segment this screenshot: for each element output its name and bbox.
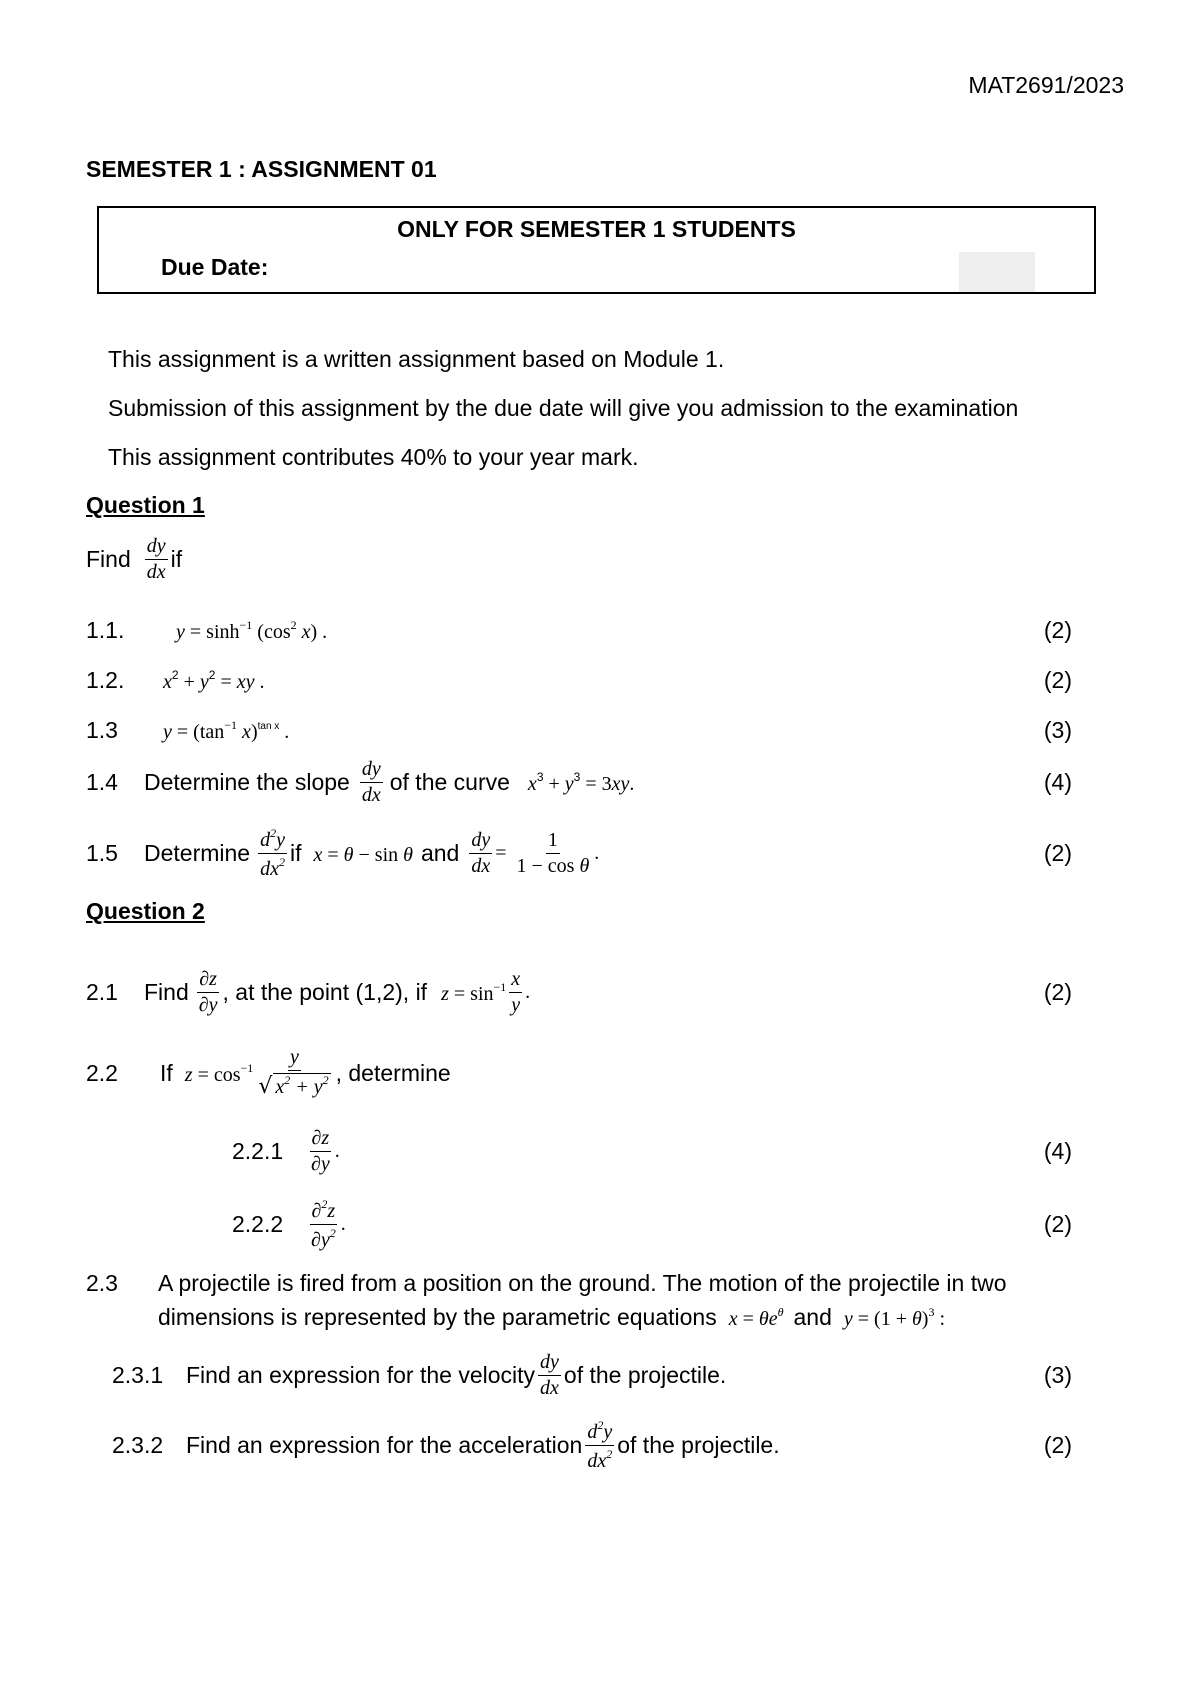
marks: (2) [1043,1210,1072,1237]
question-item-1-5 [0,826,1200,880]
item-number: 2.3.2 [112,1431,164,1458]
find-label: Find [86,546,131,572]
item-text: If [160,1059,173,1086]
marks: (4) [1043,1137,1072,1164]
item-text: of the projectile. [563,1361,727,1388]
item-text: A projectile is fired from a position on the ground. The motion of the projectile in two [158,1270,1007,1296]
item-content: $\frac{\partial z}{\partial y}$ . [311,1126,340,1175]
question-item-2-2 [0,1046,1200,1100]
equation: $y = \sinh^{-1} (\cos^2$ x) . [176,617,328,643]
dy-dx-fraction: $\frac{dy}{dx}$ [540,1350,559,1399]
item-number: 2.2 [86,1059,118,1086]
intro-line: This assignment is a written assignment based on Module 1. [108,346,725,372]
item-number: 1.4 [86,768,118,795]
document-code: MAT2691/2023 [968,72,1124,98]
item-content: $\frac{\partial^2z}{\partial y^2}$ . [311,1196,346,1251]
marks: (2) [1043,1431,1072,1458]
marks: (3) [1043,1361,1072,1388]
if-label: if [170,546,183,572]
item-text: Determine the slope [144,768,350,795]
question-item-1-3 [0,703,1200,757]
item-number: 2.3 [86,1270,118,1296]
intro-line: This assignment contributes 40% to your year mark. [108,444,639,470]
question-1-heading: Question 1 [86,492,205,518]
intro-line: Submission of this assignment by the due date will give you admission to the examination [108,395,1019,421]
item-number: 2.3.1 [112,1361,164,1388]
equation: $x = \theta e^\theta$ [728,1305,784,1330]
question-item-2-3-1 [0,1348,1200,1402]
item-text: , at the point (1,2), if [222,978,428,1005]
item-content: Find $\frac{\partial z}{\partial y}$ , at the point (1,2), if $z = \sin^{-1}$ $\frac{x}{y}$ . [144,967,531,1016]
equation: $y = (1 + \theta)^3$ : [843,1305,946,1330]
equation: $z = \sin^{-1}$ [441,979,507,1005]
item-number: 1.2. [86,666,125,693]
item-number: 1.3 [86,716,118,743]
dy-dx-fraction: $\frac{dy}{dx}$ [361,757,381,806]
item-content [144,759,634,806]
page-title: SEMESTER 1 : ASSIGNMENT 01 [86,156,437,182]
question-item-2-1 [0,965,1200,1019]
marks: (2) [1043,839,1072,866]
equation: $x^2 + y^2$ = xy . [163,667,265,693]
marks: (3) [1043,716,1072,743]
question-item-2-3-2 [0,1418,1200,1472]
marks: (2) [1043,978,1072,1005]
question-item-2-2-1 [0,1124,1200,1178]
item-content [186,1352,726,1399]
item-text: Find an expression for the acceleration [186,1431,583,1458]
item-text: of the curve [389,768,510,795]
due-date-field [959,252,1035,292]
item-content [186,1419,780,1472]
item-text: and [793,1304,832,1330]
question-item-1-4 [0,755,1200,809]
item-number: 2.2.1 [232,1137,284,1164]
d2y-dx2-fraction: $\frac{d^2y}{dx^2}$ [260,825,285,880]
dy-dx-fraction: $\frac{dy}{dx}$ [146,535,166,583]
marks: (4) [1043,768,1072,795]
due-date-label: Due Date: [161,254,269,280]
item-number: 2.1 [86,978,118,1005]
item-number: 1.1. [86,616,125,643]
question-item-2-2-2 [0,1197,1200,1251]
dz-dy-fraction: $\frac{\partial z}{\partial y}$ [311,1126,330,1175]
find-dy-dx [86,536,182,583]
equation: $x^3 + y^3 = 3xy$. [527,769,635,795]
info-box [97,206,1096,294]
item-content [160,1047,451,1098]
item-text: Determine [144,839,251,866]
item-text: and [420,839,460,866]
equation: $z = \cos^{-1}$ [184,1060,254,1086]
x-over-y-fraction: $\frac{x}{y}$ [511,967,521,1016]
marks: (2) [1043,666,1072,693]
item-text: if [290,839,302,866]
item-text: Find [144,978,189,1005]
equation-fraction: $\frac{y}{√ x^2 + y^2}$ [258,1046,329,1100]
item-number: 2.2.2 [232,1210,284,1237]
equation: $y = (\tan^{-1}$ x)$^{tan x}$ . [163,717,290,743]
item-content [158,1304,945,1331]
dz-dy-fraction: $\frac{\partial z}{\partial y}$ [198,967,218,1016]
item-text: Find an expression for the velocity [186,1361,536,1388]
question-2-heading: Question 2 [86,898,205,924]
d2z-dy2-fraction: $\frac{\partial^2z}{\partial y^2}$ [311,1196,336,1251]
item-number: 1.5 [86,839,118,866]
semester-only-heading: ONLY FOR SEMESTER 1 STUDENTS [397,216,796,242]
question-item-1-2 [0,653,1200,707]
item-text: , determine [335,1059,451,1086]
d2y-dx2-fraction: $\frac{d^2y}{dx^2}$ [587,1417,613,1472]
item-text: dimensions is represented by the parametric equations [158,1304,717,1330]
dy-dx-fraction: $\frac{dy}{dx}$ [471,828,491,877]
question-item-1-1 [0,603,1200,657]
item-text: of the projectile. [617,1431,780,1458]
marks: (2) [1043,616,1072,643]
equation: x = θ − sin θ [313,843,413,866]
equation-fraction: $\frac{1}{\text{1 − cos θ}}$ [516,828,590,877]
item-content: Determine $\frac{d^2y}{dx^2}$ if x = θ − sin θ and $\frac{dy}{dx}$ = $\frac{1}{\text{1 − cos θ}}$ . [144,825,600,880]
